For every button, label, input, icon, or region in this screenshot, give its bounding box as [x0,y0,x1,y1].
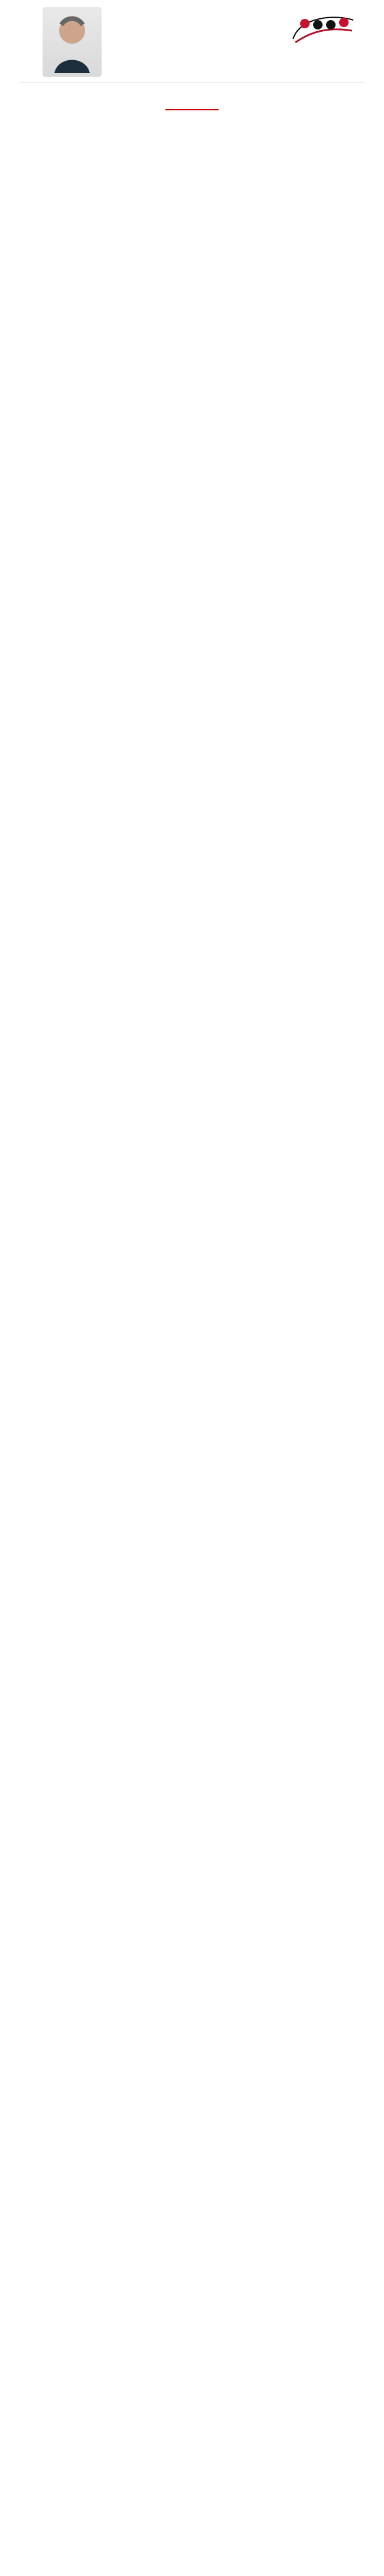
masthead [19,0,365,83]
newspaper-logo [288,11,359,52]
author-photo [43,7,102,77]
title-wrap [19,106,365,110]
article-title [165,106,219,110]
